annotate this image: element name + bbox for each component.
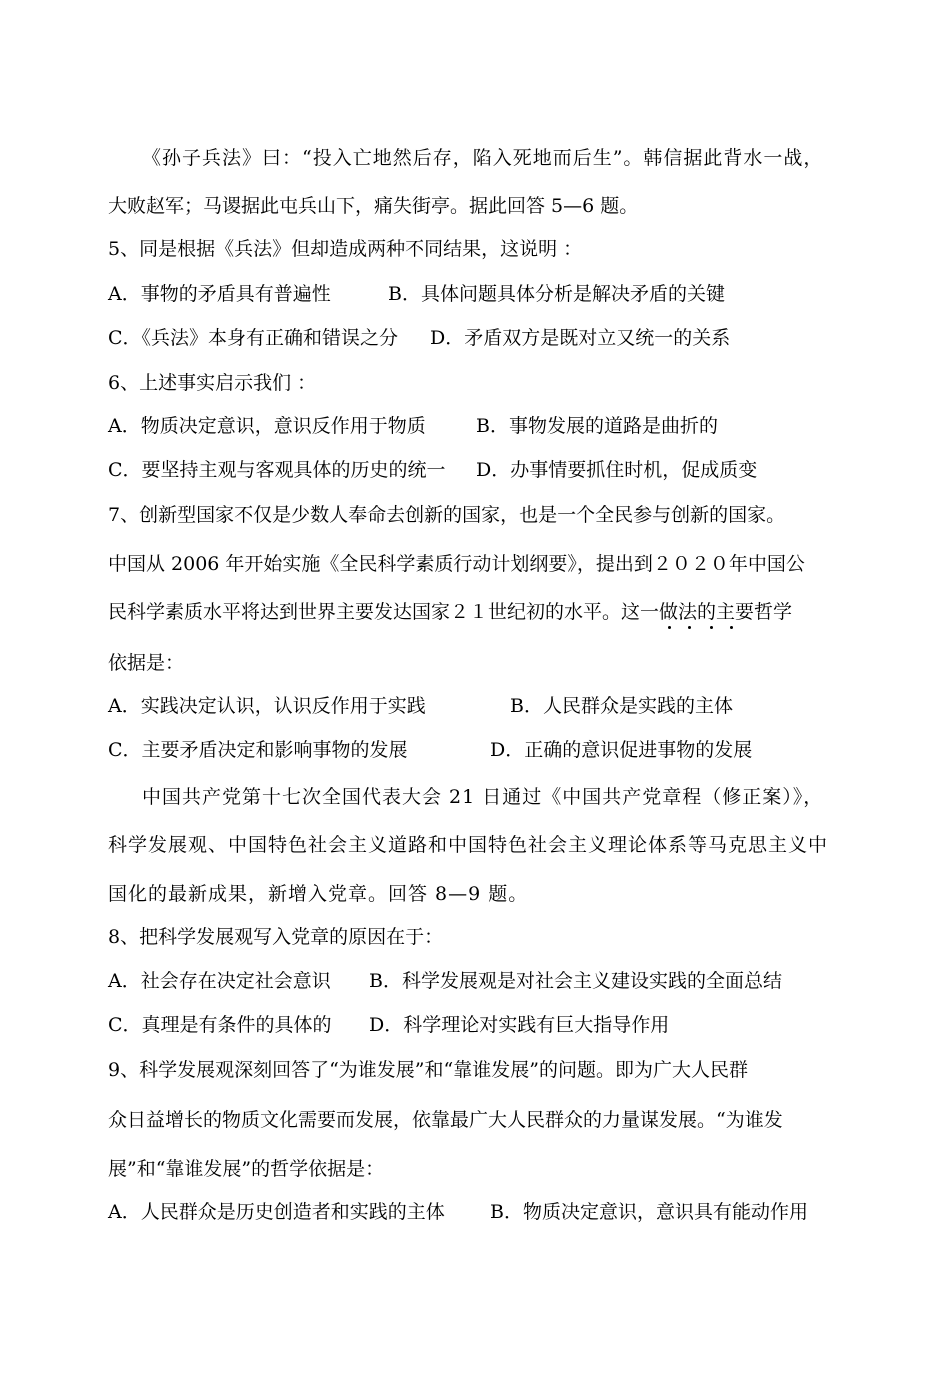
question-5-option-a: A．事物的矛盾具有普遍性 (108, 283, 331, 305)
question-5-option-d: D．矛盾双方是既对立又统一的关系 (430, 327, 731, 349)
question-9-options-row-1 (108, 1200, 808, 1224)
question-7-line-2: 中国从 2006 年开始实施《全民科学素质行动计划纲要》，提出到２０２０年中国公 (108, 553, 805, 575)
question-9-line-1: 9、科学发展观深刻回答了“为谁发展”和“靠谁发展”的问题。即为广大人民群 (108, 1059, 748, 1081)
question-8-stem: 8、把科学发展观写入党章的原因在于： (108, 926, 444, 948)
question-8-options-row-2 (108, 1013, 670, 1037)
question-6-options-row-2 (108, 458, 758, 482)
question-5-options-row-2 (108, 326, 731, 350)
question-5-option-b: B．具体问题具体分析是解决矛盾的关键 (388, 283, 725, 305)
passage-2-line-3: 国化的最新成果，新增入党章。回答 8—9 题。 (108, 883, 529, 905)
question-5-option-c: C．《兵法》本身有正确和错误之分 (108, 327, 399, 349)
question-9-option-b: B．物质决定意识，意识具有能动作用 (490, 1201, 808, 1223)
question-8-options-row-1 (108, 969, 782, 993)
question-7-line-4: 依据是： (108, 652, 185, 674)
question-8-option-a: A．社会存在决定社会意识 (108, 970, 331, 992)
question-7-option-a: A．实践决定认识，认识反作用于实践 (108, 695, 426, 717)
question-7-line-3: 民科学素质水平将达到世界主要发达国家２１世纪初的水平。这一做法的主要哲学 (108, 601, 793, 623)
passage-2-line-2: 科学发展观、中国特色社会主义道路和中国特色社会主义理论体系等马克思主义中 (108, 834, 829, 856)
emphasis-dots (666, 626, 736, 634)
passage-1-line-1: 《孙子兵法》曰：“投入亡地然后存，陷入死地而后生”。韩信据此背水一战， (142, 147, 824, 169)
question-7-option-d: D．正确的意识促进事物的发展 (490, 739, 753, 761)
passage-2-line-1: 中国共产党第十七次全国代表大会 21 日通过《中国共产党章程（修正案）》， (142, 786, 824, 808)
question-7-line-1: 7、创新型国家不仅是少数人奉命去创新的国家，也是一个全民参与创新的国家。 (108, 504, 786, 526)
question-7-options-row-2 (108, 738, 753, 762)
question-6-option-c: C．要坚持主观与客观具体的历史的统一 (108, 459, 446, 481)
question-6-option-d: D．办事情要抓住时机，促成质变 (476, 459, 758, 481)
question-6-options-row-1 (108, 414, 718, 438)
question-5-stem: 5、同是根据《兵法》但却造成两种不同结果，这说明 ： (108, 238, 583, 260)
question-6-option-b: B．事物发展的道路是曲折的 (476, 415, 718, 437)
question-9-option-a: A．人民群众是历史创造者和实践的主体 (108, 1201, 445, 1223)
question-6-option-a: A．物质决定意识，意识反作用于物质 (108, 415, 426, 437)
passage-1-line-2: 大败赵军；马谡据此屯兵山下，痛失街亭。据此回答 5—6 题。 (108, 195, 639, 217)
question-9-line-2: 众日益增长的物质文化需要而发展，依靠最广大人民群众的力量谋发展。“为谁发 (108, 1109, 783, 1131)
question-7-options-row-1 (108, 694, 733, 718)
question-8-option-c: C．真理是有条件的具体的 (108, 1014, 332, 1036)
question-7-option-b: B．人民群众是实践的主体 (510, 695, 733, 717)
question-6-stem: 6、上述事实启示我们 ： (108, 372, 317, 394)
question-5-options-row-1 (108, 282, 725, 306)
question-8-option-d: D．科学理论对实践有巨大指导作用 (369, 1014, 670, 1036)
question-8-option-b: B．科学发展观是对社会主义建设实践的全面总结 (369, 970, 782, 992)
question-7-option-c: C．主要矛盾决定和影响事物的发展 (108, 739, 408, 761)
question-9-line-3: 展”和“靠谁发展”的哲学依据是： (108, 1158, 385, 1180)
